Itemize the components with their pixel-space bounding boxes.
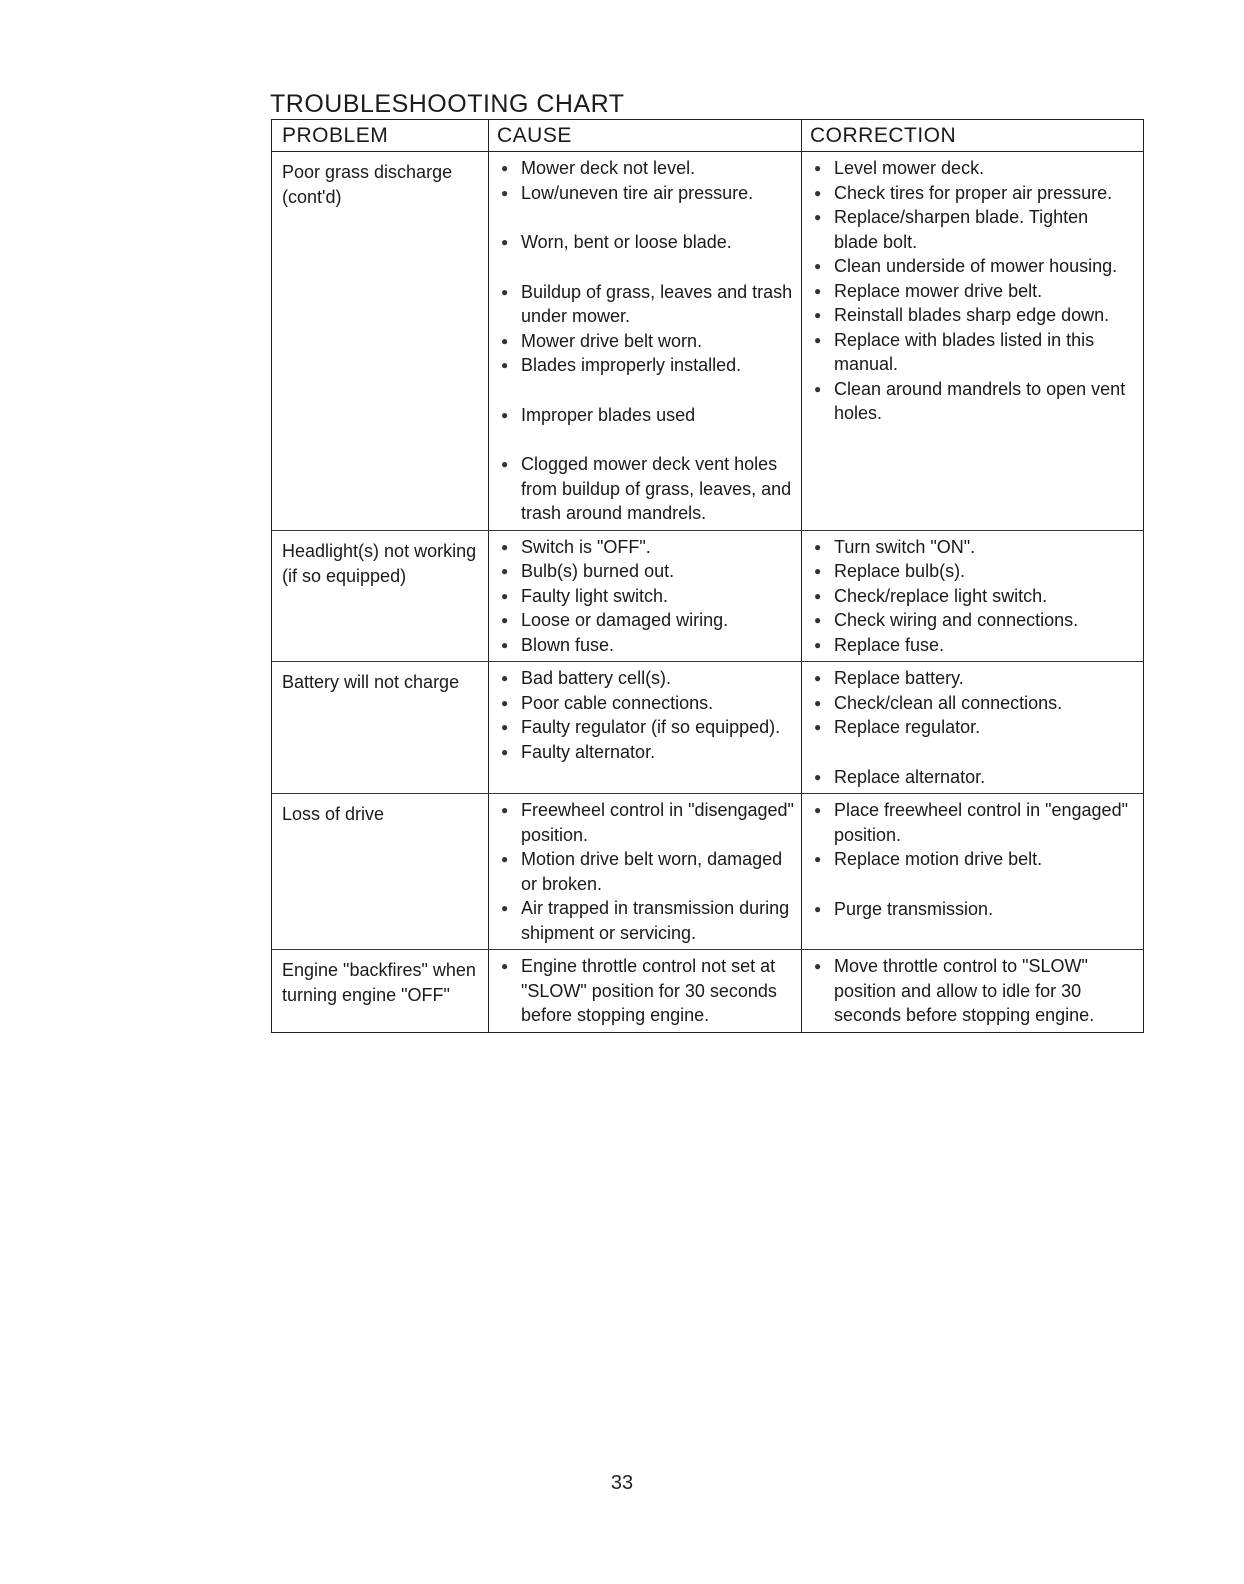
correction-cell (802, 950, 1143, 1032)
correction-text: Replace bulb(s). (834, 561, 966, 581)
correction-text: Check/replace light switch. (834, 585, 1048, 606)
bullet-icon: ● (501, 161, 509, 175)
correction-item (810, 181, 1137, 206)
problem-text: Headlight(s) not working (if so equipped) (282, 540, 477, 586)
cause-item (497, 954, 795, 1028)
correction-text: Clean underside of mower housing. (834, 256, 1118, 276)
bullet-icon: ● (814, 332, 822, 347)
cause-cell (489, 531, 802, 662)
bullet-icon: ● (501, 671, 509, 685)
cause-list (497, 156, 795, 526)
correction-text: Replace mower drive belt. (834, 280, 1043, 301)
cause-item (497, 280, 795, 329)
cause-item (497, 559, 795, 584)
bullet-icon: ● (501, 564, 509, 578)
cause-text: Improper blades used (521, 404, 696, 425)
correction-cell (802, 794, 1143, 949)
cause-item (497, 740, 795, 765)
cause-item (497, 353, 795, 378)
bullet-icon: ● (814, 720, 822, 734)
bullet-icon: ● (814, 695, 822, 710)
correction-item (810, 608, 1137, 633)
correction-list (810, 156, 1137, 426)
bullet-icon: ● (814, 959, 822, 973)
correction-text: Reinstall blades sharp edge down. (834, 305, 1110, 325)
table-row (272, 662, 1143, 794)
cause-item (497, 715, 795, 740)
correction-item (810, 847, 1137, 872)
bullet-icon: ● (814, 259, 822, 273)
cause-item (497, 633, 795, 658)
problem-text: Engine "backfires" when turning engine "OFF" (282, 960, 476, 1005)
bullet-icon: ● (814, 852, 822, 866)
correction-cell (802, 662, 1143, 793)
bullet-icon: ● (501, 457, 509, 471)
correction-item (810, 377, 1137, 426)
correction-item (810, 254, 1137, 279)
bullet-icon: ● (814, 161, 822, 175)
cause-item (497, 798, 795, 847)
bullet-icon: ● (814, 803, 822, 817)
correction-text: Replace battery. (834, 668, 964, 688)
cause-text: Buildup of grass, leaves and trash under mower. (521, 281, 793, 326)
correction-text: Check tires for proper air pressure. (834, 182, 1113, 203)
bullet-icon: ● (814, 901, 822, 916)
header-correction: CORRECTION (810, 124, 957, 147)
cause-text: Faulty regulator (if so equipped). (521, 717, 781, 737)
cause-item (497, 896, 795, 945)
problem-cell (272, 950, 489, 1032)
bullet-icon: ● (814, 185, 822, 200)
cause-cell (489, 794, 802, 949)
cause-item (497, 847, 795, 896)
problem-text: Battery will not charge (282, 672, 460, 692)
correction-item (810, 633, 1137, 658)
cause-item (497, 329, 795, 354)
table-row (272, 152, 1143, 531)
problem-cell (272, 152, 489, 530)
correction-text: Replace with blades listed in this manual. (834, 329, 1095, 374)
correction-text: Replace motion drive belt. (834, 849, 1043, 869)
correction-text: Clean around mandrels to open vent holes. (834, 378, 1126, 423)
correction-text: Level mower deck. (834, 158, 985, 178)
problem-text: Poor grass discharge (cont'd) (282, 162, 453, 207)
correction-text: Replace regulator. (834, 717, 981, 737)
cause-item (497, 403, 795, 428)
correction-item (810, 765, 1137, 790)
correction-list (810, 535, 1137, 658)
bullet-icon: ● (501, 333, 509, 348)
cause-item (497, 691, 795, 716)
correction-text: Replace fuse. (834, 634, 945, 655)
cause-list (497, 954, 795, 1028)
correction-item (810, 279, 1137, 304)
correction-item (810, 156, 1137, 181)
correction-item (810, 584, 1137, 609)
bullet-icon: ● (501, 613, 509, 627)
correction-item (810, 559, 1137, 584)
cause-cell (489, 152, 802, 530)
troubleshooting-table (271, 119, 1144, 1033)
correction-text: Check/clean all connections. (834, 692, 1063, 713)
bullet-icon: ● (814, 539, 822, 554)
cause-text: Bad battery cell(s). (521, 668, 672, 688)
cause-item (497, 181, 795, 206)
cause-item (497, 666, 795, 691)
correction-item (810, 535, 1137, 560)
correction-item (810, 303, 1137, 328)
cause-text: Engine throttle control not set at "SLOW" position for 30 seconds before stopping engine. (521, 956, 777, 1025)
problem-text: Loss of drive (282, 804, 385, 824)
bullet-icon: ● (501, 720, 509, 734)
correction-list (810, 954, 1137, 1028)
cause-list (497, 798, 795, 945)
header-problem: PROBLEM (272, 120, 489, 151)
bullet-icon: ● (814, 564, 822, 578)
cause-text: Mower deck not level. (521, 158, 696, 178)
cause-text: Low/uneven tire air pressure. (521, 182, 754, 203)
bullet-icon: ● (501, 637, 509, 652)
bullet-icon: ● (814, 588, 822, 603)
bullet-icon: ● (501, 284, 509, 299)
table-body (272, 152, 1143, 1032)
correction-item (810, 666, 1137, 691)
cause-text: Clogged mower deck vent holes from buildup of grass, leaves, and trash around mandrels. (521, 454, 792, 523)
correction-item (810, 715, 1137, 740)
problem-cell (272, 662, 489, 793)
cause-cell (489, 662, 802, 793)
cause-cell (489, 950, 802, 1032)
bullet-icon: ● (501, 744, 509, 759)
correction-list (810, 798, 1137, 921)
cause-text: Motion drive belt worn, damaged or broken. (521, 849, 783, 894)
problem-cell (272, 794, 489, 949)
bullet-icon: ● (814, 769, 822, 784)
correction-item (810, 691, 1137, 716)
bullet-icon: ● (501, 539, 509, 554)
cause-text: Blown fuse. (521, 634, 615, 655)
cause-text: Mower drive belt worn. (521, 330, 703, 351)
cause-item (497, 230, 795, 255)
table-row (272, 531, 1143, 663)
correction-text: Purge transmission. (834, 898, 994, 919)
bullet-icon: ● (501, 588, 509, 603)
bullet-icon: ● (814, 381, 822, 396)
bullet-icon: ● (501, 852, 509, 866)
bullet-icon: ● (501, 407, 509, 422)
bullet-icon: ● (814, 637, 822, 652)
cause-item (497, 584, 795, 609)
bullet-icon: ● (501, 235, 509, 249)
correction-text: Turn switch "ON". (834, 536, 976, 557)
correction-item (810, 205, 1137, 254)
correction-item (810, 954, 1137, 1028)
cause-text: Faulty light switch. (521, 585, 669, 606)
cause-text: Faulty alternator. (521, 741, 656, 762)
bullet-icon: ● (814, 210, 822, 224)
bullet-icon: ● (814, 613, 822, 627)
bullet-icon: ● (814, 671, 822, 685)
correction-text: Replace/sharpen blade. Tighten blade bolt. (834, 207, 1089, 252)
cause-text: Air trapped in transmission during shipment or servicing. (521, 898, 790, 943)
correction-cell (802, 152, 1143, 530)
problem-cell (272, 531, 489, 662)
cause-text: Poor cable connections. (521, 692, 714, 713)
cause-text: Blades improperly installed. (521, 355, 742, 375)
cause-text: Worn, bent or loose blade. (521, 232, 732, 252)
cause-item (497, 156, 795, 181)
bullet-icon: ● (814, 283, 822, 298)
bullet-icon: ● (501, 901, 509, 915)
correction-item (810, 897, 1137, 922)
correction-text: Check wiring and connections. (834, 610, 1079, 630)
table-header-row (272, 120, 1143, 152)
correction-item (810, 328, 1137, 377)
bullet-icon: ● (501, 185, 509, 200)
cause-list (497, 666, 795, 764)
bullet-icon: ● (501, 358, 509, 372)
bullet-icon: ● (814, 308, 822, 322)
page-number: 33 (610, 1472, 634, 1494)
cause-text: Switch is "OFF". (521, 536, 651, 557)
header-cause: CAUSE (489, 120, 802, 151)
chart-title: TROUBLESHOOTING CHART (270, 90, 625, 118)
correction-list (810, 666, 1137, 789)
bullet-icon: ● (501, 959, 509, 973)
bullet-icon: ● (501, 803, 509, 817)
correction-text: Place freewheel control in "engaged" position. (834, 800, 1128, 845)
correction-item (810, 798, 1137, 847)
correction-cell (802, 531, 1143, 662)
bullet-icon: ● (501, 695, 509, 710)
table-row (272, 794, 1143, 950)
cause-item (497, 535, 795, 560)
table-row (272, 950, 1143, 1032)
correction-text: Replace alternator. (834, 766, 986, 787)
cause-item (497, 452, 795, 526)
cause-item (497, 608, 795, 633)
cause-list (497, 535, 795, 658)
correction-text: Move throttle control to "SLOW" position and allow to idle for 30 seconds before stopping engine. (834, 956, 1095, 1025)
cause-text: Freewheel control in "disengaged" position. (521, 800, 794, 845)
cause-text: Bulb(s) burned out. (521, 561, 675, 581)
cause-text: Loose or damaged wiring. (521, 610, 729, 630)
